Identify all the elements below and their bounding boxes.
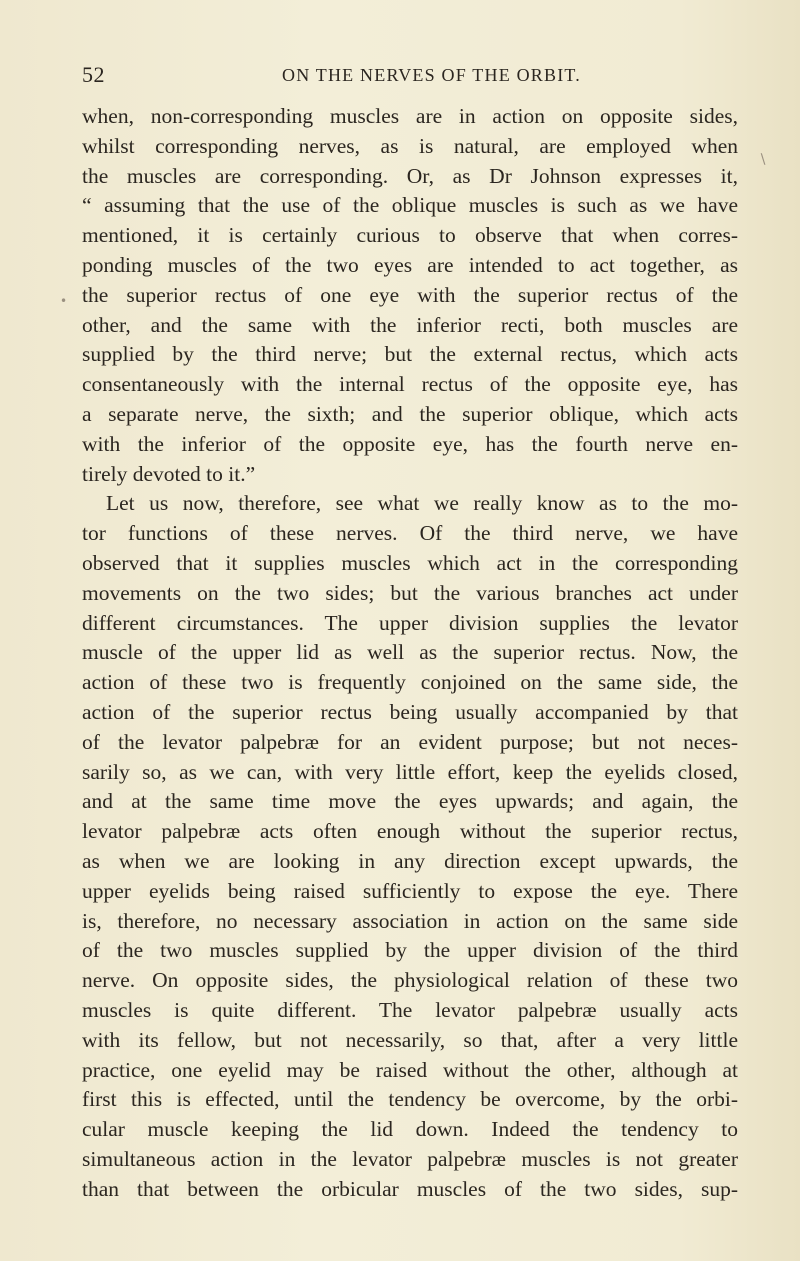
- text-line: tirely devoted to it.”: [82, 461, 256, 486]
- text-line: simultaneous action in the levator palpebræ muscles is not greater: [82, 1146, 738, 1171]
- text-line: muscles is quite different. The levator palpebræ usually acts: [82, 997, 738, 1022]
- text-line: other, and the same with the inferior recti, both muscles are: [82, 312, 738, 337]
- text-line: Let us now, therefore, see what we really know as to the mo-: [106, 491, 738, 516]
- text-line: of the levator palpebræ for an evident purpose; but not neces-: [82, 729, 738, 754]
- text-line: the muscles are corresponding. Or, as Dr Johnson expresses it,: [82, 163, 738, 188]
- text-line: upper eyelids being raised sufficiently to expose the eye. There: [82, 878, 738, 903]
- margin-mark-icon: ∖: [758, 152, 767, 168]
- text-line: “ assuming that the use of the oblique muscles is such as we have: [82, 193, 738, 218]
- text-line: action of these two is frequently conjoined on the same side, the: [82, 670, 738, 695]
- text-line: consentaneously with the internal rectus of the opposite eye, has: [82, 372, 738, 397]
- text-line: the superior rectus of one eye with the superior rectus of the: [82, 282, 738, 307]
- text-line: of the two muscles supplied by the upper division of the third: [82, 938, 738, 963]
- text-line: different circumstances. The upper division supplies the levator: [82, 610, 738, 635]
- text-line: ponding muscles of the two eyes are intended to act together, as: [82, 252, 738, 277]
- text-line: levator palpebræ acts often enough without the superior rectus,: [82, 819, 738, 844]
- text-line: with its fellow, but not necessarily, so that, after a very little: [82, 1027, 738, 1052]
- text-line: when, non-corresponding muscles are in action on opposite sides,: [82, 104, 738, 128]
- text-line: whilst corresponding nerves, as is natural, are employed when: [82, 133, 738, 158]
- text-line: mentioned, it is certainly curious to observe that when corres-: [82, 223, 738, 248]
- page-number: 52: [82, 62, 105, 87]
- body-text: [82, 102, 738, 1204]
- text-line: action of the superior rectus being usually accompanied by that: [82, 699, 738, 724]
- text-line: movements on the two sides; but the various branches act under: [82, 580, 738, 605]
- text-line: is, therefore, no necessary association in action on the same side: [82, 908, 738, 933]
- text-line: a separate nerve, the sixth; and the superior oblique, which acts: [82, 401, 738, 426]
- paragraph-2: [82, 489, 738, 1204]
- running-head: ON THE NERVES OF THE ORBIT.: [282, 65, 581, 85]
- paragraph-1: [82, 102, 738, 489]
- text-line: first this is effected, until the tendency be overcome, by the orbi-: [82, 1087, 738, 1112]
- page-header: [0, 60, 800, 90]
- text-line: than that between the orbicular muscles of the two sides, sup-: [82, 1176, 738, 1201]
- text-line: cular muscle keeping the lid down. Indeed the tendency to: [82, 1117, 738, 1142]
- text-line: nerve. On opposite sides, the physiological relation of these two: [82, 968, 738, 993]
- text-line: observed that it supplies muscles which act in the corresponding: [82, 550, 738, 575]
- text-line: supplied by the third nerve; but the external rectus, which acts: [82, 342, 738, 367]
- margin-mark-icon: •: [60, 294, 68, 308]
- text-line: and at the same time move the eyes upwards; and again, the: [82, 789, 738, 814]
- text-line: sarily so, as we can, with very little effort, keep the eyelids closed,: [82, 759, 738, 784]
- text-line: muscle of the upper lid as well as the superior rectus. Now, the: [82, 640, 738, 665]
- text-line: practice, one eyelid may be raised without the other, although at: [82, 1057, 738, 1082]
- text-line: with the inferior of the opposite eye, has the fourth nerve en-: [82, 431, 738, 456]
- text-line: as when we are looking in any direction except upwards, the: [82, 848, 738, 873]
- text-line: tor functions of these nerves. Of the third nerve, we have: [82, 521, 738, 546]
